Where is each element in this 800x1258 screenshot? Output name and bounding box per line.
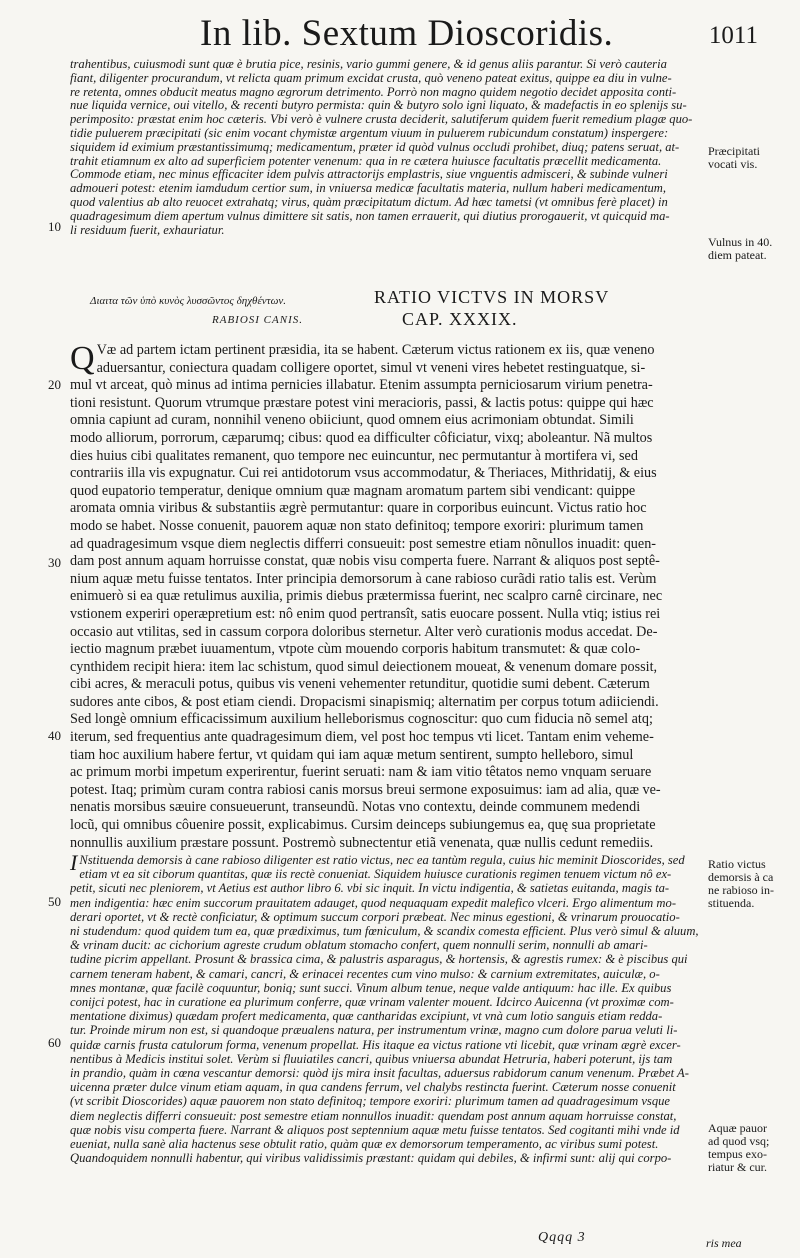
drop-cap: Q (70, 340, 95, 377)
text-line: trahit etiamnum ex alto ad superficiem potenter venenum: qua in re cætera huiusce facultatis præcellit medicamenta. (70, 154, 662, 168)
text-line: nue liquida vernice, oui vitello, & recenti butyro permista: quin & butyro solo igni liquato, & madefactis in eo splenijs su- (70, 99, 687, 113)
text-line: uicenna præter dulce vinum etiam aquam, in qua candens ferrum, vel chalybs restincta fuerint. Cæterum nosse conuenit (70, 1080, 676, 1095)
margin-line-number: 20 (48, 377, 61, 392)
text-line: cynthidem recipit hiera: item lac schistum, quod simul deiectionem moueat, & venenum domare possit, (70, 658, 658, 675)
text-line: quadragesimum diem apertum vulnus dimittere sit satis, non tamen errauerit, qui diutius prorogauerit, vt quicquid ma- (70, 209, 670, 223)
text-line: tidie puluerem præcipitati (sic enim vocant chymistæ argentum viuum in puluerem rubicundum constatum) inspergere: (70, 126, 669, 140)
text-line: aromata omnia viribus & substantiis ægrè permutantur: quare in corporibus euincunt. Victus ratio hoc (70, 500, 647, 517)
catchword: ris mea (706, 1236, 742, 1250)
text-line: tiam hoc auxilium habere fertur, vt quidam qui iam aquæ metum sentirent, sumpto helleboro, simul (70, 746, 634, 763)
text-line: omnia capiunt ad curam, nonnihil veneno obiiciunt, quod omnem eius acrimoniam obtundat. Simili (70, 412, 634, 429)
text-line: quæ nobis visu comperta fuere. Narrant & aliquos post septennium aquæ metu fuisse tentatos. Sed cogitanti mihi vnde id (70, 1122, 680, 1137)
side-note-line: Ratio victus (708, 857, 766, 871)
text-line: potest. Itaq; primùm curam contra rabiosi canis morsus breui sermone exposuimus: iam ad alia, quæ ve- (70, 781, 661, 798)
margin-line-number: 50 (48, 894, 61, 909)
text-line: Commode etiam, nec minus efficaciter idem pulvis attractorijs emplastris, siue vnguentis admisceri, & subinde vulneri (70, 168, 668, 182)
text-line: trahentibus, cuiusmodi sunt quæ è brutia pice, resinis, vario gummi genere, & id genus aliis parantur. Si verò cauteria (70, 58, 667, 71)
text-line: conijci potest, hac in curatione ea plurimum conferre, quæ vrinam valenter mouent. Idcirco Auicenna (vt proximæ com- (70, 995, 674, 1010)
text-line: Væ ad partem ictam pertinent præsidia, ita se habent. Cæterum victus rationem ex iis, quæ veneno (96, 342, 655, 358)
signature-mark: Qqqq 3 (538, 1230, 586, 1245)
text-line: tudine picrim appellant. Prosunt & brassica cima, & palustris asparagus, & hortensis, & agrestis rumex: & è piscibus qui (70, 952, 688, 967)
side-note-line: riatur & cur. (708, 1160, 767, 1174)
commentary-paragraph-2 (70, 850, 702, 1166)
side-note-line: vocati vis. (708, 157, 758, 171)
chapter-heading (62, 287, 702, 337)
text-line: carnem teneram habent, & camari, cancri, & erinacei recentes cum vino mulso: & carnium extremitates, auiculæ, o- (70, 966, 660, 981)
text-line: mentatione diximus) quædam profert medicamenta, quæ cantharidas excipiunt, vt vnà cum lotio sanguis etiam redda- (70, 1009, 663, 1024)
text-line: siquidem id eximium præstantissimumq; medicamentum, præter id quòd vulnus occludi prohibet, diuq; patens seruat, at- (70, 140, 680, 154)
text-line: nonnullis auxilium præstare possunt. Postremò subnectentur etiã venenata, quæ nullis cedunt remediis. (70, 834, 654, 851)
text-line: Sed longè omnium efficacissimum auxilium helleborismus cognoscitur: quo cum fiducia nõ semel atq; (70, 711, 653, 728)
text-line: re retenta, omnes obducit meatus magno ægrorum detrimento. Porrò non magno quidem negotio decidet apposita conti- (70, 85, 677, 99)
text-line: enimuerò si ea quæ retulimus auxilia, primis diebus prætermissa fuerint, nec scalpro carnê circinare, nec (70, 588, 663, 605)
text-line: vstionem experiri operæpretium est: nô enim quod pertransît, satis euocare possent. Nulla vtiq; istius rei (70, 605, 661, 622)
text-line: tioni resistunt. Quorum vtrumque præstare potest vini meracioris, passi, & lactis potus: quippe qui hæc (70, 394, 654, 411)
text-line: ad quadragesimum vsque diem neglectis differri consueuit: post semestre etiam nõnullos inuadit: quen- (70, 535, 657, 552)
side-note (708, 1122, 769, 1174)
text-line: iterum, sed frequentius ante quadragesimum diem, vel post hoc tempus vti licet. Tantam enim veheme- (70, 729, 654, 746)
text-line: mnes montanæ, quæ facilè coquuntur, boniq; sunt succi. Vinum album tenue, neque valde antiquum: hac ille. Ex quibus (70, 980, 672, 995)
text-line: dam post annum aquam horruisse constat, quæ nobis visu comperta fuere. Narrant & aliquos post septê- (70, 553, 660, 570)
side-note-line: demorsis à ca (708, 870, 774, 884)
text-line: eueniat, nulla sanè alia hactenus sese obtulit ratio, quàm quæ ex demorsorum temperamento, ac viribus sumi potest. (70, 1137, 659, 1152)
text-line: derari oportet, vt & rectè conficiatur, & optimum succum corpori præbeat. Nec minus egestioni, & vrinarum prouocatio- (70, 909, 680, 924)
text-line: modo alliorum, porrorum, cæparumq; cibus: quod ea difficulter côficiatur, vixq; aboleantur. Nã multos (70, 429, 653, 446)
text-line: sudores ante cibos, & post etiam ciendi. Dropacismi sinapismiq; alternatim per corpus totum adiiciendi. (70, 693, 659, 710)
text-line: nenatis morsibus sæuire consueuerunt, transeundũ. Notas vno contextu, deinde communem medendi (70, 799, 641, 816)
text-line: nium aquæ metu fuisse tentatos. Inter principia demorsorum à cane rabioso curãdi ratio talis est. Verùm (70, 570, 657, 587)
text-line: occasio aut vtilitas, sed in cassum corpora doloribus sternetur. Alter verò curationis modus accedat. De- (70, 623, 658, 640)
text-line: petit, sicuti nec pleniorem, vt Aetius est author libro 6. vbi sic inquit. In victu indigentia, & satietas euitanda, magis ta- (70, 881, 670, 896)
text-line: mul vt arceat, quò minus ad intima pernicies illabatur. Etenim assumpta perniciosarum virium penetra- (70, 377, 653, 394)
text-line: li residuum fuerit, exhauriatur. (70, 223, 225, 237)
chapter-subtitle: RABIOSI CANIS. (212, 314, 303, 326)
text-line: cibi acres, & meraculi potus, quibus vis veneni vehementer retunditur, quotidie sumi debent. Cæterum (70, 676, 650, 693)
margin-line-number: 60 (48, 1035, 61, 1050)
text-line: in prandio, quàm in cœna vescantur demorsi: quòd ijs mira insit facultas, aduersus rabidorum canum venenum. Præbet A- (70, 1066, 689, 1081)
text-line: fiant, diligenter procurandum, vt relicta quam primum excidat crusta, quò veneno pateat exitus, quippe ea diu in vulne- (70, 71, 672, 85)
text-line: admoueri potest: etenim iamdudum certior sum, in vniuersa medicæ facultatis materia, nullum haberi medicamentum, (70, 182, 667, 196)
chapter-title: RATIO VICTVS IN MORSV (374, 287, 610, 307)
text-line: modo se habet. Nosse conuenit, pauorem aquæ non stato definitoq; tempore exoriri: plurimum tamen (70, 517, 644, 534)
text-line: men indigentia: hæc enim succorum prauitatem adauget, quod nequaquam expedit malefico vlceri. Ergo alimentum mo- (70, 895, 677, 910)
text-line: quidæ carnis frusta catulorum forma, venenum propellat. His itaque ea victus ratione vti licebit, quæ vrinam ægrè excer- (70, 1037, 681, 1052)
text-line: nentibus à Medicis institui solet. Verùm si fluuiatiles cancri, quibus vniuersa abundat Hetruria, haberi poterunt, ijs tam (70, 1051, 673, 1066)
running-title: In lib. Sextum Dioscoridis. (200, 13, 614, 54)
side-note-line: diem pateat. (708, 248, 767, 262)
side-note-line: Præcipitati (708, 144, 760, 158)
text-line: tur. Proinde mirum non est, si quandoque præualens natura, per instrumentum vrinæ, magno cum dolore parua veluti li- (70, 1023, 678, 1038)
text-line: diem neglectis differri consueuit: post semestre etiam nonnullos inuadit: quendam post annum aquam horruisse constat, (70, 1108, 677, 1123)
side-note (708, 145, 760, 171)
side-note-line: Vulnus in 40. (708, 235, 773, 249)
side-note (708, 858, 774, 910)
margin-line-number: 10 (48, 219, 61, 234)
side-note (708, 236, 772, 262)
chapter-number: CAP. XXXIX. (402, 309, 518, 329)
text-line: contrariis illa vis expugnatur. Cui rei antidotorum vsus accommodatur, & Theriaces, Mithridatij, & eius (70, 465, 657, 482)
folio-number: 1011 (708, 22, 758, 49)
text-line: locũ, qui omnibus côuenire possit, explicabimus. Cursim deinceps subiungemus ea, quę sua proprietate (70, 817, 656, 834)
side-note-line: ad quod vsq; (708, 1134, 770, 1148)
text-line: ni studendum: quod quidem tum ea, quæ prædiximus, tum fœniculum, & scandix comesta efficient. Plus verò simul & aluum, (70, 924, 699, 939)
text-line: perimposito: præstat enim hoc cæteris. Vbi verò è vulnere crusta deciderit, salutiferum quidem fuerit remedium plagæ quo- (70, 113, 693, 127)
main-text-paragraph (70, 342, 702, 852)
text-line: aduersantur, coniectura quadam colligere oportet, simul vt veneni vires hebetet restinguatque, si- (96, 359, 646, 376)
text-line: Nstituenda demorsis à cane rabioso diligenter est ratio victus, nec ea tantùm regula, cuius hic meminit Dioscorides, sed (79, 853, 685, 867)
margin-line-number: 30 (48, 555, 61, 570)
text-line: etiam vt ea sit ciborum quantitas, quæ iis rectè conueniat. Siquidem huiusce curationis regimen tenuem victum nô ex- (79, 867, 672, 882)
drop-cap: I (70, 850, 78, 875)
side-note-line: Aquæ pauor (708, 1121, 767, 1135)
text-line: & vrinam ducit: ac cichorium agreste crudum oblatum stomacho confert, quem nonnulli serim, nonnulli ab amari- (70, 938, 648, 953)
text-line: iectio magnum præbet iuuamentum, vtpote cùm mouendo corporis habitum transmutet: & quæ colo- (70, 641, 641, 658)
text-line: dies huius cibi qualitates remanent, quo tempore nec euincuntur, nec permutantur à mortifera vi, sed (70, 447, 638, 464)
text-line: ac primum morbi impetum experirentur, fuerint seruati: nam & iam vitio têtatos nemo vnquam seruare (70, 764, 652, 781)
greek-title: Διαιτα τῶν ὑπὸ κυνὸς λυσσῶντος δηχθέντων. (90, 295, 287, 307)
side-note-line: ne rabioso in- (708, 883, 774, 897)
text-line: quod valentius ab alto reuocet extrahatq; virus, quàm præcipitatum dictum. Ad hæc tametsi (vt omnibus ferè placet) in (70, 195, 668, 209)
text-line: quod eupatorio temperatur, denique omnium quæ magnam aromatum partem sibi vendicant: quippe (70, 482, 636, 499)
side-note-line: stituenda. (708, 896, 755, 910)
commentary-paragraph-1 (70, 58, 702, 237)
margin-line-number: 40 (48, 728, 61, 743)
text-line: Quandoquidem nonnulli habentur, qui viribus validissimis præstant: quidam qui debiles, & infirmi sunt: alij qui corpo- (70, 1151, 672, 1166)
side-note-line: tempus exo- (708, 1147, 767, 1161)
text-line: (vt scribit Dioscorides) aquæ pauorem non stato definitoq; tempore exoriri: plurimum tamen ad quadragesimum vsque (70, 1094, 671, 1109)
